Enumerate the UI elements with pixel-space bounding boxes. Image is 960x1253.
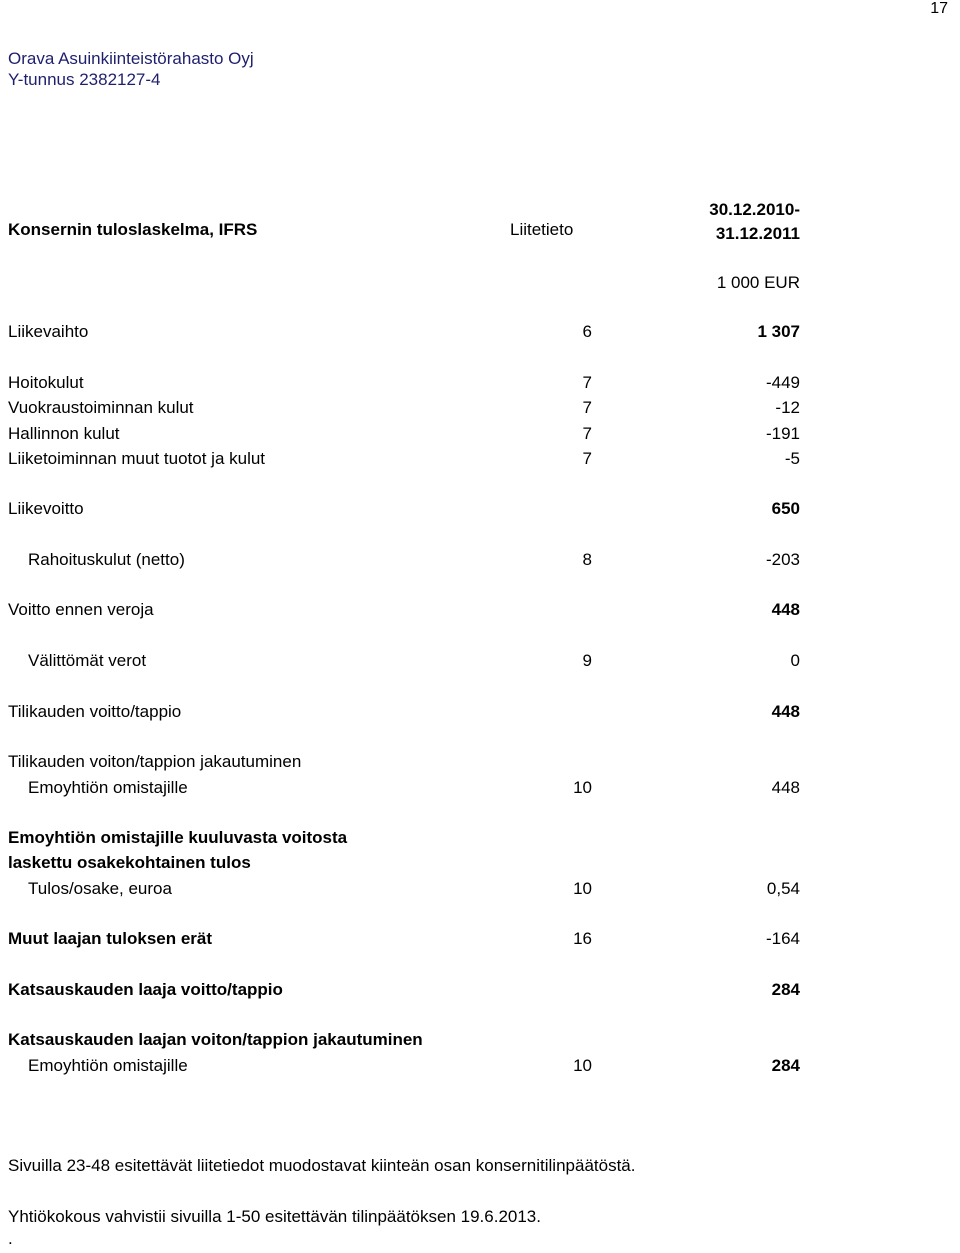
period-header — [709, 198, 800, 246]
row-value: -5 — [784, 449, 800, 468]
table-row — [8, 497, 800, 521]
table-row — [8, 598, 800, 622]
note-column-header: Liitetieto — [510, 220, 574, 239]
row-label: Liikevaihto — [8, 322, 89, 341]
unit-label: 1 000 EUR — [716, 273, 800, 292]
footer-note: Yhtiökokous vahvistii sivuilla 1-50 esitettävän tilinpäätöksen 19.6.2013. — [8, 1207, 541, 1226]
table-row — [8, 877, 800, 901]
row-note: 10 — [573, 879, 592, 898]
row-label: Emoyhtiön omistajille — [28, 778, 188, 797]
row-value: 0,54 — [766, 879, 800, 898]
row-label: laskettu osakekohtainen tulos — [8, 853, 251, 872]
table-row — [8, 978, 800, 1002]
footer-note: Sivuilla 23-48 esitettävät liitetiedot muodostavat kiinteän osan konsernitilinpäätöstä. — [8, 1156, 636, 1175]
row-note: 8 — [582, 550, 592, 569]
section-heading — [8, 1028, 800, 1052]
row-value: 650 — [771, 499, 800, 518]
row-label: Liiketoiminnan muut tuotot ja kulut — [8, 449, 266, 468]
row-value: -203 — [765, 550, 800, 569]
row-label: Emoyhtiön omistajille — [28, 1056, 188, 1075]
table-row — [8, 649, 800, 673]
row-value: 284 — [771, 980, 800, 999]
statement-header — [8, 198, 800, 248]
row-label: Tilikauden voiton/tappion jakautuminen — [8, 752, 302, 771]
row-label: Muut laajan tuloksen erät — [8, 929, 213, 948]
row-note: 7 — [582, 398, 592, 417]
section-heading — [8, 750, 800, 774]
row-label: Tulos/osake, euroa — [28, 879, 172, 898]
table-row — [8, 371, 800, 395]
row-value: -164 — [765, 929, 800, 948]
row-label: Vuokraustoiminnan kulut — [8, 398, 194, 417]
section-heading — [8, 826, 800, 850]
table-row — [8, 700, 800, 724]
row-value: -191 — [765, 424, 800, 443]
row-note: 16 — [573, 929, 592, 948]
period-start: 30.12.2010- — [709, 200, 800, 219]
row-note: 9 — [582, 651, 592, 670]
table-row — [8, 422, 800, 446]
table-row — [8, 447, 800, 471]
row-label: Rahoituskulut (netto) — [28, 550, 185, 569]
row-label: Emoyhtiön omistajille kuuluvasta voitosta — [8, 828, 348, 847]
row-value: 448 — [771, 600, 800, 619]
row-note: 6 — [582, 322, 592, 341]
row-note: 7 — [582, 449, 592, 468]
row-note: 7 — [582, 424, 592, 443]
table-row — [8, 776, 800, 800]
row-label: Katsauskauden laajan voiton/tappion jakautuminen — [8, 1030, 423, 1049]
row-label: Välittömät verot — [28, 651, 147, 670]
row-value: 0 — [790, 651, 800, 670]
row-value: -449 — [765, 373, 800, 392]
table-row — [8, 396, 800, 420]
row-value: 284 — [771, 1056, 800, 1075]
row-label: Voitto ennen veroja — [8, 600, 154, 619]
table-row — [8, 548, 800, 572]
section-heading — [8, 851, 800, 875]
period-end: 31.12.2011 — [715, 224, 800, 243]
table-row — [8, 927, 800, 951]
row-label: Katsauskauden laaja voitto/tappio — [8, 980, 283, 999]
row-label: Tilikauden voitto/tappio — [8, 702, 182, 721]
row-label: Liikevoitto — [8, 499, 84, 518]
row-note: 10 — [573, 778, 592, 797]
row-label: Hallinnon kulut — [8, 424, 120, 443]
row-note: 10 — [573, 1056, 592, 1075]
row-value: 448 — [771, 702, 800, 721]
statement-title: Konsernin tuloslaskelma, IFRS — [8, 220, 258, 239]
business-id: Y-tunnus 2382127-4 — [8, 70, 161, 89]
row-value: -12 — [775, 398, 800, 417]
company-name: Orava Asuinkiinteistörahasto Oyj — [8, 49, 254, 68]
row-note: 7 — [582, 373, 592, 392]
table-row — [8, 320, 800, 344]
unit-row — [8, 271, 800, 295]
row-label: Hoitokulut — [8, 373, 84, 392]
row-value: 448 — [771, 778, 800, 797]
page-number: 17 — [930, 0, 948, 17]
company-info — [8, 48, 254, 90]
row-value: 1 307 — [757, 322, 800, 341]
footer-dot: . — [8, 1229, 13, 1248]
table-row — [8, 1054, 800, 1078]
